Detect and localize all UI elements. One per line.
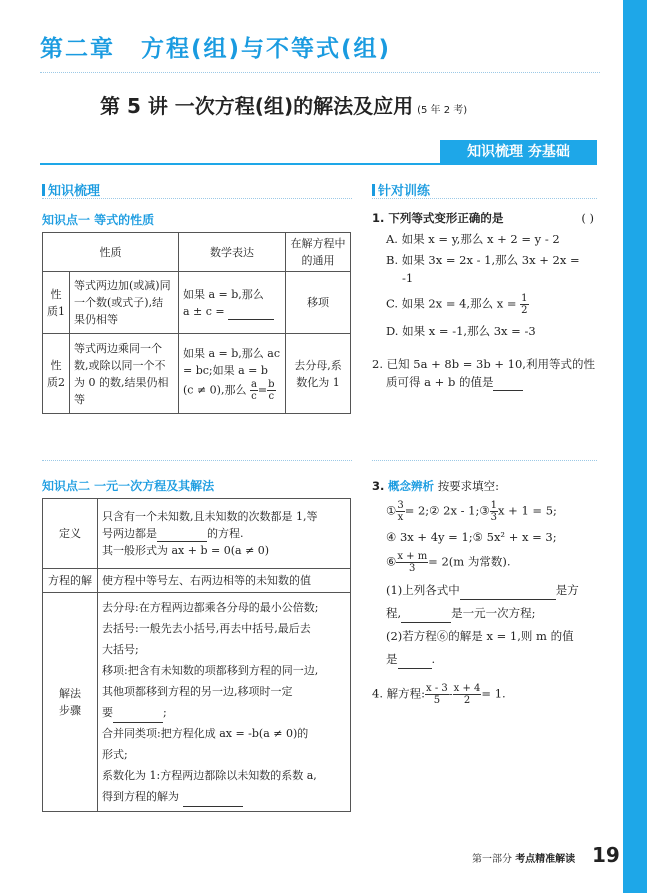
numerator: x + m bbox=[397, 551, 428, 562]
header-cell: 数学表达 bbox=[179, 233, 286, 272]
left-section-heading bbox=[42, 180, 100, 199]
header-cell: 性质 bbox=[43, 233, 179, 272]
step-text: 合并同类项:把方程化成 ax = -b(a ≠ 0)的 bbox=[102, 727, 309, 740]
table-row bbox=[43, 499, 351, 569]
step-text: 其他项都移到方程的另一边,移项时一定 bbox=[102, 685, 293, 698]
row-content: 去分母:在方程两边都乘各分母的最小公倍数; 去括号:一般先去小括号,再去中括号,最后去 大括号; 移项:把含有未知数的项都移到方程的同一边, 其他项都移到方程的另一边,移项时一定 要 ; 合并同类项:把方程化成 ax = -b(a ≠ 0)的 形式; 系数化为 1:方程两边都除以未知数的系数 a, 得到方程的解为 bbox=[98, 593, 351, 812]
question-text: 是 bbox=[386, 652, 398, 666]
definition-text: 的方程. bbox=[207, 527, 244, 540]
option-text: B. 如果 3x = 2x - 1,那么 3x + 2x = bbox=[386, 253, 580, 267]
table-header-row bbox=[43, 233, 351, 272]
question-text: 程, bbox=[386, 606, 402, 620]
definition-text: 只含有一个未知数,且未知数的次数都是 1,等 bbox=[102, 510, 318, 523]
row-label: 定义 bbox=[43, 499, 98, 569]
numerator: 1 bbox=[490, 500, 498, 511]
expression-text: (c ≠ 0),那么 bbox=[183, 383, 247, 397]
side-stripe bbox=[623, 0, 647, 893]
table-row bbox=[43, 272, 351, 334]
equation-property-table bbox=[42, 232, 351, 414]
row-content: 使方程中等号左、右两边相等的未知数的值 bbox=[98, 569, 351, 593]
fraction bbox=[453, 683, 482, 706]
question-stem: 4. 解方程: bbox=[372, 686, 426, 701]
numerator: a bbox=[250, 379, 257, 390]
equation-text: = 2(m 为常数). bbox=[428, 554, 511, 569]
equation-text: ④ 3x + 4y = 1;⑤ 5x² + x = 3; bbox=[386, 530, 557, 544]
operator: - bbox=[448, 686, 453, 701]
answer-blank[interactable] bbox=[401, 610, 451, 623]
row-label: 性质2 bbox=[43, 334, 70, 414]
denominator: x bbox=[397, 512, 404, 523]
question-text: (1)上列各式中 bbox=[386, 583, 460, 597]
option-text: C. 如果 2x = 4,那么 x = bbox=[386, 296, 517, 311]
fraction bbox=[520, 293, 528, 316]
numerator: 1 bbox=[521, 293, 528, 304]
definition-text: 其一般形式为 ax + b = 0(a ≠ 0) bbox=[102, 544, 270, 557]
equation-list bbox=[372, 551, 600, 574]
question-stem: 1. 下列等式变形正确的是 bbox=[372, 211, 504, 225]
row-use: 移项 bbox=[286, 272, 351, 334]
row-label: 方程的解 bbox=[43, 569, 98, 593]
step-text: 系数化为 1:方程两边都除以未知数的系数 a, bbox=[102, 769, 317, 782]
expression-text: 如果 a = b,那么 bbox=[183, 287, 264, 301]
option-b[interactable] bbox=[372, 251, 600, 287]
option-a[interactable]: A. 如果 x = y,那么 x + 2 = y - 2 bbox=[386, 232, 560, 246]
divider bbox=[40, 72, 600, 73]
step-text: 得到方程的解为 bbox=[102, 790, 179, 803]
left-section-label: 知识梳理 bbox=[48, 184, 101, 199]
fraction bbox=[396, 500, 404, 523]
table-row bbox=[43, 569, 351, 593]
row-use: 去分母,系数化为 1 bbox=[286, 334, 351, 414]
knowledge-point-1: 知识点一 等式的性质 bbox=[42, 213, 155, 227]
equation-text: = 2;② 2x - 1;③ bbox=[404, 503, 490, 518]
answer-paren[interactable]: ( ) bbox=[581, 211, 594, 225]
numerator: x + 4 bbox=[453, 683, 481, 694]
fraction bbox=[490, 500, 498, 523]
lesson-note: (5 年 2 考) bbox=[417, 105, 468, 116]
row-text: 等式两边乘同一个数,或除以同一个不为 0 的数,结果仍相等 bbox=[70, 334, 179, 414]
question-3: 3. 概念辨析 按要求填空: ① $\frac{3}{x}$ = 2;② 2x - 1;③ $\frac{1}{3}$ x + 1 = 5; ④ 3x + 4y = 1;⑤ 5x² + x = 3; ⑥ $\frac{x + m}{3}$ = 2(m 为常数). (1)上列各式中 是方 程, 是一元一次方程; (2)若方程⑥的解是 x = 1,则 m 的值 是 . bbox=[372, 476, 600, 669]
denominator: 2 bbox=[463, 695, 471, 706]
answer-blank[interactable] bbox=[460, 587, 556, 600]
expression-text: a ± c = bbox=[183, 304, 225, 318]
denominator: c bbox=[251, 391, 257, 402]
fraction bbox=[396, 551, 428, 574]
steps-label: 步骤 bbox=[59, 704, 81, 717]
numerator: b bbox=[268, 379, 275, 390]
marker: ① bbox=[386, 503, 397, 518]
table-row bbox=[43, 334, 351, 414]
fraction bbox=[250, 379, 258, 402]
step-text: 去分母:在方程两边都乘各分母的最小公倍数; bbox=[102, 601, 319, 614]
step-text: 形式; bbox=[102, 748, 128, 761]
step-text: 移项:把含有未知数的项都移到方程的同一边, bbox=[102, 664, 319, 677]
question-text: 是一元一次方程; bbox=[451, 606, 536, 620]
step-text: 去括号:一般先去小括号,再去中括号,最后去 bbox=[102, 622, 311, 635]
table-row bbox=[43, 593, 351, 812]
chapter-heading bbox=[40, 30, 391, 63]
question-text: 质可得 a + b 的值是 bbox=[386, 375, 494, 389]
question-4 bbox=[372, 683, 600, 706]
expression-text: 如果 a = b,那么 ac = bc;如果 a = b bbox=[183, 347, 281, 377]
divider bbox=[372, 198, 597, 199]
question-2 bbox=[372, 355, 600, 391]
option-text: -1 bbox=[402, 271, 414, 285]
answer-blank[interactable] bbox=[398, 656, 432, 669]
concept-tag: 概念辨析 bbox=[388, 479, 435, 493]
divider bbox=[42, 460, 352, 461]
question-text: (2)若方程⑥的解是 x = 1,则 m 的值 bbox=[386, 629, 574, 643]
right-section-label: 针对训练 bbox=[378, 184, 431, 199]
row-text: 等式两边加(或减)同一个数(或式子),结果仍相等 bbox=[70, 272, 179, 334]
denominator: 3 bbox=[409, 563, 416, 574]
step-text: 要 bbox=[102, 706, 113, 719]
definition-text: 号两边都是 bbox=[102, 527, 157, 540]
answer-blank[interactable] bbox=[228, 307, 274, 320]
fraction bbox=[267, 379, 275, 402]
row-content bbox=[98, 499, 351, 569]
denominator: 2 bbox=[521, 305, 528, 316]
right-section-heading bbox=[372, 180, 430, 199]
numerator: x - 3 bbox=[426, 683, 448, 694]
option-c[interactable] bbox=[372, 293, 600, 316]
question-text: 2. 已知 5a + 8b = 3b + 10,利用等式的性 bbox=[372, 357, 595, 371]
fraction bbox=[425, 683, 449, 706]
equation-text: = 1. bbox=[481, 686, 506, 701]
footer-series: 考点精准解读 bbox=[515, 854, 576, 865]
footer-part: 第一部分 bbox=[472, 854, 512, 865]
question-text: 是方 bbox=[555, 583, 579, 597]
lesson-title-text: 第 5 讲 一次方程(组)的解法及应用 bbox=[100, 94, 414, 118]
answer-blank[interactable] bbox=[157, 529, 207, 542]
chapter-label: 第二章 bbox=[40, 36, 115, 62]
equation-text: x + 1 = 5; bbox=[498, 503, 557, 518]
row-expression: 如果 a = b,那么 ac = bc;如果 a = b (c ≠ 0),那么 $\frac{a}{c}$ = $\frac{b}{c}$ bbox=[179, 334, 286, 414]
numerator: 3 bbox=[397, 500, 404, 511]
question-stem: 按要求填空: bbox=[437, 479, 500, 493]
row-expression bbox=[179, 272, 286, 334]
question-1 bbox=[372, 209, 600, 340]
denominator: 5 bbox=[433, 695, 441, 706]
footer-label bbox=[472, 850, 575, 865]
steps-label: 解法 bbox=[59, 687, 81, 700]
marker: ⑥ bbox=[386, 554, 397, 569]
divider bbox=[372, 460, 597, 461]
denominator: c bbox=[268, 391, 275, 402]
denominator: 3 bbox=[490, 512, 498, 523]
lesson-title bbox=[100, 90, 467, 119]
header-cell: 在解方程中的通用 bbox=[286, 233, 351, 272]
answer-blank[interactable] bbox=[113, 710, 163, 723]
page-number: 19 bbox=[592, 843, 620, 867]
equation-list bbox=[372, 500, 600, 523]
answer-blank[interactable] bbox=[183, 794, 243, 807]
banner-line bbox=[40, 163, 597, 165]
answer-blank[interactable] bbox=[493, 378, 523, 391]
step-text: 大括号; bbox=[102, 643, 139, 656]
row-label: 性质1 bbox=[43, 272, 70, 334]
option-d[interactable]: D. 如果 x = -1,那么 3x = -3 bbox=[386, 324, 536, 338]
knowledge-point-2: 知识点二 一元一次方程及其解法 bbox=[42, 479, 215, 493]
linear-equation-table bbox=[42, 498, 351, 812]
divider bbox=[42, 198, 352, 199]
row-label bbox=[43, 593, 98, 812]
chapter-title: 方程(组)与不等式(组) bbox=[141, 36, 392, 62]
section-banner: 知识梳理 夯基础 bbox=[440, 140, 597, 164]
